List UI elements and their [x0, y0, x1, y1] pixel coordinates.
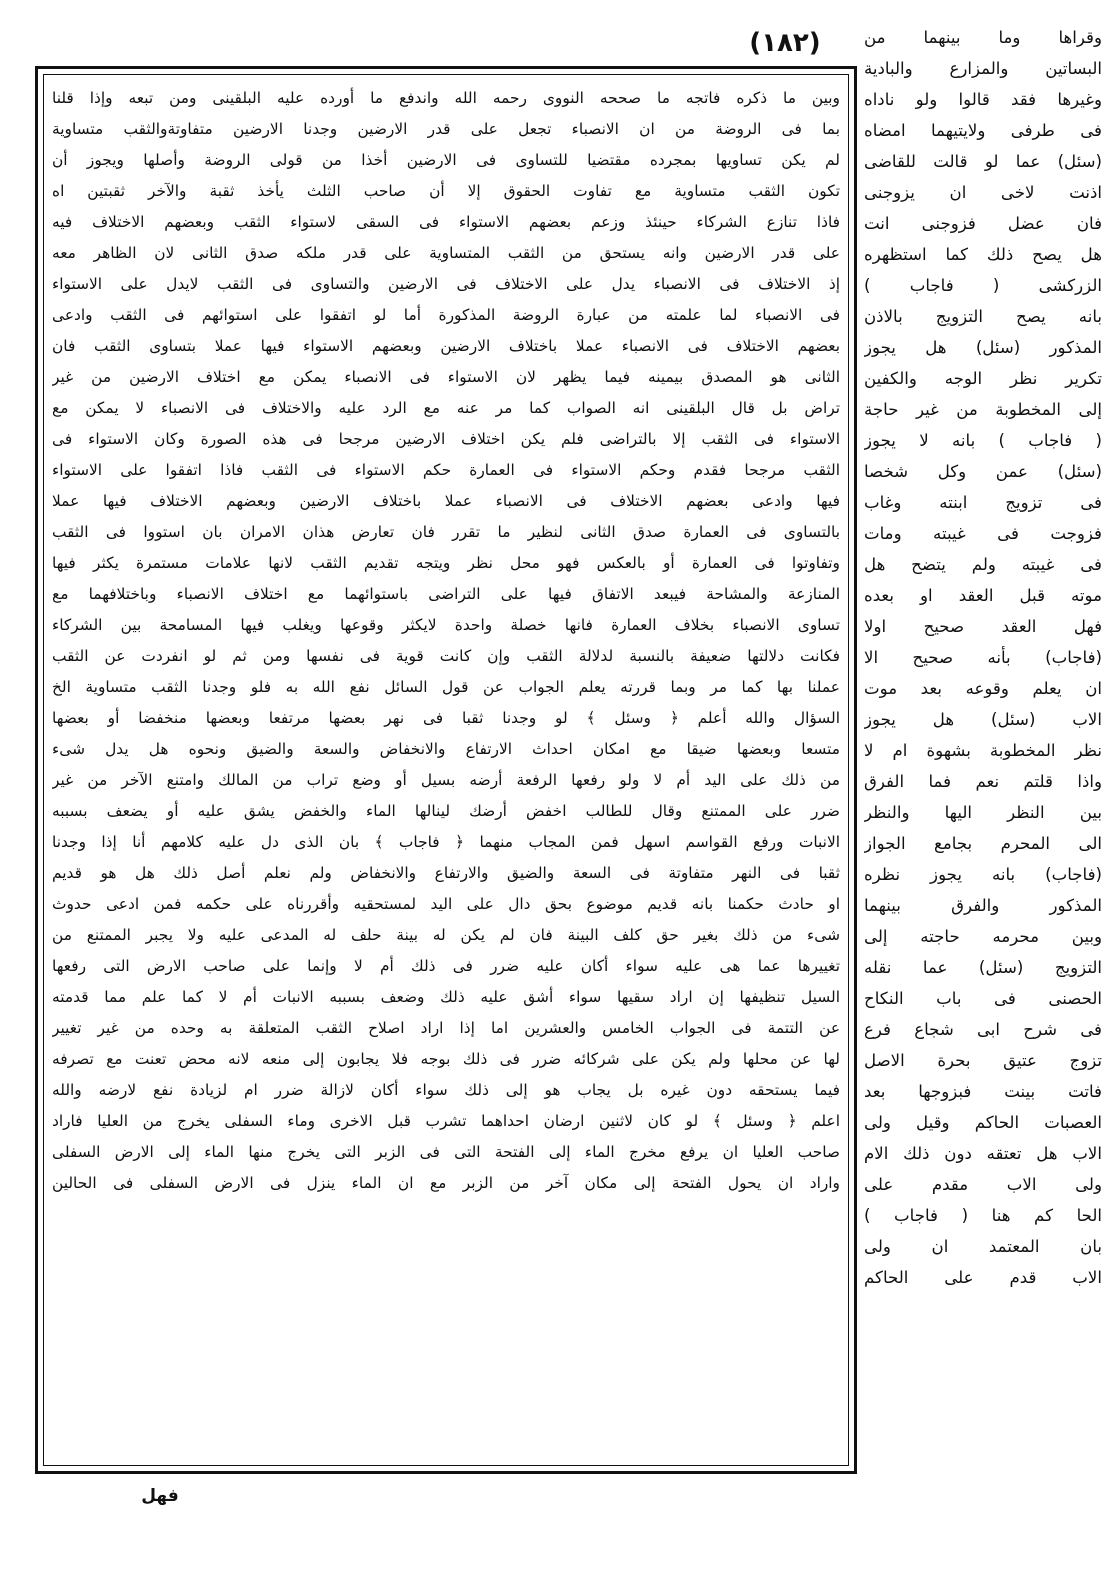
- margin-text-line: واذا قلتم نعم فما الفرق: [864, 772, 1102, 791]
- margin-text-line: المذكور والفرق بينهما: [864, 896, 1102, 915]
- margin-text-line: بين النظر اليها والنظر: [864, 803, 1102, 822]
- margin-text-line: اذنت لاخى ان يزوجنى: [864, 183, 1102, 202]
- main-text-line: الاستواء فى الثقب إلا بالتراضى فلم يكن اختلاف الارضين مرجحا فى هذه الصورة وكان الاستواء فى: [52, 430, 840, 448]
- main-text-line: فكانت دلالتها ضعيفة بالنسبة لدلالة الثقب وإن كانت قوية فى نفسها ومن ثم لو انفردت عن الثقب: [52, 647, 840, 665]
- main-text-line: تغييرها عما هى عليه سواء أكان عليه ضرر فى ذلك أم لا وإنما على صاحب الارض التى رفعها: [52, 957, 840, 975]
- margin-text-line: إلى المخطوبة من غير حاجة: [864, 400, 1102, 419]
- margin-text-line: الى المحرم بجامع الجواز: [864, 834, 1102, 853]
- main-text-line: الثانى هو المصدق بيمينه فيما يظهر لان الاستواء فى الانصباء يمكن مع اختلاف الارضين من غير: [52, 368, 840, 386]
- main-text-line: إذ الاختلاف فى الانصباء يدل على الاختلاف فى الارضين والتساوى فى الثقب لايدل على الاستواء: [52, 275, 840, 293]
- margin-text-line: (فاجاب) بانه يجوز نظره: [864, 865, 1102, 884]
- margin-text-line: (سئل) عما لو قالت للقاضى: [864, 152, 1102, 171]
- main-text-line: ثقبا فى النهر متفاوتة فى السعة والضيق والارتفاع والانخفاض ولم نعلم أصل ذلك هل هو قديم: [52, 864, 840, 882]
- margin-commentary: [864, 22, 1102, 1518]
- main-text-line: شىء من ذلك بغير حق كلف البينة فان لم يكن له بينة حلف له المدعى عليه ولا يجبر الممتنع من: [52, 926, 840, 944]
- main-text-line: عن التتمة فى الجواب الخامس والعشرين اما إذا اراد اصلاح الثقب المتعلقة به وحده من غير تغيير: [52, 1019, 840, 1037]
- margin-text-line: ان يعلم وقوعه بعد موت: [864, 679, 1102, 698]
- main-text-line: وبين ما ذكره فاتجه ما صححه النووى رحمه الله واندفع ما أورده عليه البلقينى ومن تبعه وإذا قلنا: [52, 89, 840, 107]
- main-text-line: المنازعة والمشاحة فيبعد الاتفاق فيها على التراضى باستوائهما مع اختلاف الانصباء وباختلافهما مع: [52, 585, 840, 603]
- main-text-line: تساوى الانصباء بخلاف العمارة فانها خصلة واحدة لايكثر وقوعها ويغلب فيها المسامحة بين الشركاء: [52, 616, 840, 634]
- main-text-line: بما فى الروضة من ان الانصباء تجعل على قدر الارضين وجدنا الارضين متفاوتةوالثقب متساوية: [52, 120, 840, 138]
- margin-text-line: العصبات الحاكم وقيل ولى: [864, 1113, 1102, 1132]
- main-text-line: او حادث حكمنا بانه قديم موضوع بحق دال على اليد لمستحقيه وأقررناه على حكمه فمن ادعى حدوث: [52, 895, 840, 913]
- page-number: (١٨٢): [749, 28, 821, 58]
- main-text-line: بعضهم الاختلاف فى الانصباء عملا باختلاف الارضين وبعضهم الاستواء فيها عملا بتساوى الثقب فان: [52, 337, 840, 355]
- margin-text-line: البساتين والمزارع والبادية: [864, 59, 1102, 78]
- main-text-line: اعلم ﴿ وسئل ﴾ لو كان لاثنين ارضان احداهما تشرب قبل الاخرى وماء السفلى يخرج من العليا فاراد: [52, 1112, 840, 1130]
- margin-text-line: بان المعتمد ان ولى: [864, 1237, 1102, 1256]
- main-text-line: فى الانصباء لما علمته من عبارة الروضة المذكورة أما لو اتفقوا على استوائهم فى الثقب وادعى: [52, 306, 840, 324]
- main-text-line: السؤال والله أعلم ﴿ وسئل ﴾ لو وجدنا ثقبا فى نهر بعضها مرتفعا وبعضها منخفضا أو بعضها: [52, 709, 840, 727]
- margin-text-line: وقراها وما بينهما من: [864, 28, 1102, 47]
- main-text-block: [52, 83, 840, 1459]
- margin-text-line: ولى الاب مقدم على: [864, 1175, 1102, 1194]
- margin-text-line: فى طرفى ولايتيهما امضاه: [864, 121, 1102, 140]
- main-text-line: لم يكن تساويها بمجرده مقتضيا للتساوى فى الارضين أخذا من قولى الروضة وأصلها ويجوز أن: [52, 151, 840, 169]
- main-text-line: على قدر الارضين وانه يستحق من الثقب المتساوية على قدر ملكه صدق الثانى لان الظاهر معه: [52, 244, 840, 262]
- main-text-line: واراد ان يحول الفتحة إلى مكان آخر من الزبر مع ان الماء ينزل فى الارض السفلى فى الحالين: [52, 1174, 840, 1192]
- margin-text-line: بانه يصح التزويج بالاذن: [864, 307, 1102, 326]
- main-text-line: السيل تنظيفها إن اراد سقيها سواء أشق عليه ذلك وضعف بسببه الانبات أم لا كما علم مما قدمته: [52, 988, 840, 1006]
- margin-text-line: ( فاجاب ) بانه لا يجوز: [864, 431, 1102, 450]
- main-text-line: وتفاوتوا فى العمارة أو بالعكس فهو محل نظر ويتجه تقديم الثقب لانها علامات مستمرة يكثر فيها: [52, 554, 840, 572]
- catchword: فهل: [141, 1486, 179, 1506]
- margin-text-line: المذكور (سئل) هل يجوز: [864, 338, 1102, 357]
- main-text-line: لها عن محلها ولم يكن على شركائه ضرر فى ذلك بوجه فلا يجابون إلى منعه لانه محض تعنت مع تصرفه: [52, 1050, 840, 1068]
- margin-text-line: التزويج (سئل) عما نقله: [864, 958, 1102, 977]
- main-text-line: تراض بل قال البلقينى انه الصواب كما مر عنه مع الرد عليه والاختلاف فى الانصباء لا يمكن مع: [52, 399, 840, 417]
- margin-text-line: وغيرها فقد قالوا ولو ناداه: [864, 90, 1102, 109]
- main-text-line: الانبات ورفع القواسم اسهل فمن المجاب منهما ﴿ فاجاب ﴾ بان الذى دل عليه كلامهم أنا إذا وجدنا: [52, 833, 840, 851]
- main-text-line: ضرر على الممتنع وقال للطالب اخفض أرضك لينالها الماء والخفض يشق عليه أو يضعف بسببه: [52, 802, 840, 820]
- margin-text-line: موته قبل العقد او بعده: [864, 586, 1102, 605]
- margin-text-line: الحا كم هنا ( فاجاب ): [864, 1206, 1102, 1225]
- margin-text-line: فان عضل فزوجنى انت: [864, 214, 1102, 233]
- margin-text-line: فى تزويج ابنته وغاب: [864, 493, 1102, 512]
- margin-text-line: فزوجت فى غيبته ومات: [864, 524, 1102, 543]
- main-text-line: فيما يستحقه دون غيره بل يجاب هو إلى ذلك سواء أكان لازالة ضرر ام لزيادة نفع لارضه والله: [52, 1081, 840, 1099]
- margin-text-line: فى غيبته ولم يتضح هل: [864, 555, 1102, 574]
- margin-text-line: الحصنى فى باب النكاح: [864, 989, 1102, 1008]
- main-text-line: عملنا بها كما مر وبما قررته يعلم الجواب عن قول السائل نفع الله به فلو وجدنا الثقب متساوية الخ: [52, 678, 840, 696]
- main-text-line: تكون الثقب متساوية مع تفاوت الحقوق إلا أن صاحب الثلث يأخذ ثقبة والآخر ثقبتين اه: [52, 182, 840, 200]
- margin-text-line: وبين محرمه حاجته إلى: [864, 927, 1102, 946]
- margin-text-line: تكرير نظر الوجه والكفين: [864, 369, 1102, 388]
- margin-text-line: الزركشى ( فاجاب ): [864, 276, 1102, 295]
- main-text-line: فاذا تنازع الشركاء حينئذ وزعم بعضهم الاستواء فى السقى لاستواء الثقب وبعضهم الاختلاف فيه: [52, 213, 840, 231]
- margin-text-line: (فاجاب) بأنه صحيح الا: [864, 648, 1102, 667]
- main-text-line: فيها وادعى بعضهم الاختلاف فى الانصباء عملا باختلاف الارضين وبعضهم الاختلاف فيها عملا: [52, 492, 840, 510]
- main-text-line: من ذلك على اليد أم لا ولو رفعها الرفعة أرضه بسيل أو وضع تراب من المالك وامتنع الآخر من غير: [52, 771, 840, 789]
- margin-text-line: (سئل) عمن وكل شخصا: [864, 462, 1102, 481]
- margin-text-line: هل يصح ذلك كما استظهره: [864, 245, 1102, 264]
- margin-text-line: فى شرح ابى شجاع فرع: [864, 1020, 1102, 1039]
- margin-text-line: فهل العقد صحيح اولا: [864, 617, 1102, 636]
- margin-text-line: نظر المخطوبة بشهوة ام لا: [864, 741, 1102, 760]
- margin-text-line: الاب (سئل) هل يجوز: [864, 710, 1102, 729]
- main-text-line: متسعا وبعضها ضيقا مع امكان احداث الارتفاع والانخفاض والسعة والضيق ونحوه هل يدل شىء: [52, 740, 840, 758]
- main-text-line: صاحب العليا ان يرفع مخرج الماء إلى الفتحة التى فى الزبر التى يخرج منها الماء إلى الارض السفلى: [52, 1143, 840, 1161]
- margin-text-line: الاب هل تعتقه دون ذلك الام: [864, 1144, 1102, 1163]
- main-text-line: الثقب مرجحا فقدم وحكم الاستواء فى العمارة حكم الاستواء فى الثقب فاذا اتفقوا على الاستواء: [52, 461, 840, 479]
- main-text-line: بالتساوى فى العمارة صدق الثانى لنظير ما تقرر فان تعارض هذان الامران بان استووا فى الثقب: [52, 523, 840, 541]
- margin-text-line: فاتت بينت فبزوجها بعد: [864, 1082, 1102, 1101]
- main-text-frame: [35, 66, 857, 1474]
- margin-text-line: الاب قدم على الحاكم: [864, 1268, 1102, 1287]
- margin-text-line: تزوج عتيق بحرة الاصل: [864, 1051, 1102, 1070]
